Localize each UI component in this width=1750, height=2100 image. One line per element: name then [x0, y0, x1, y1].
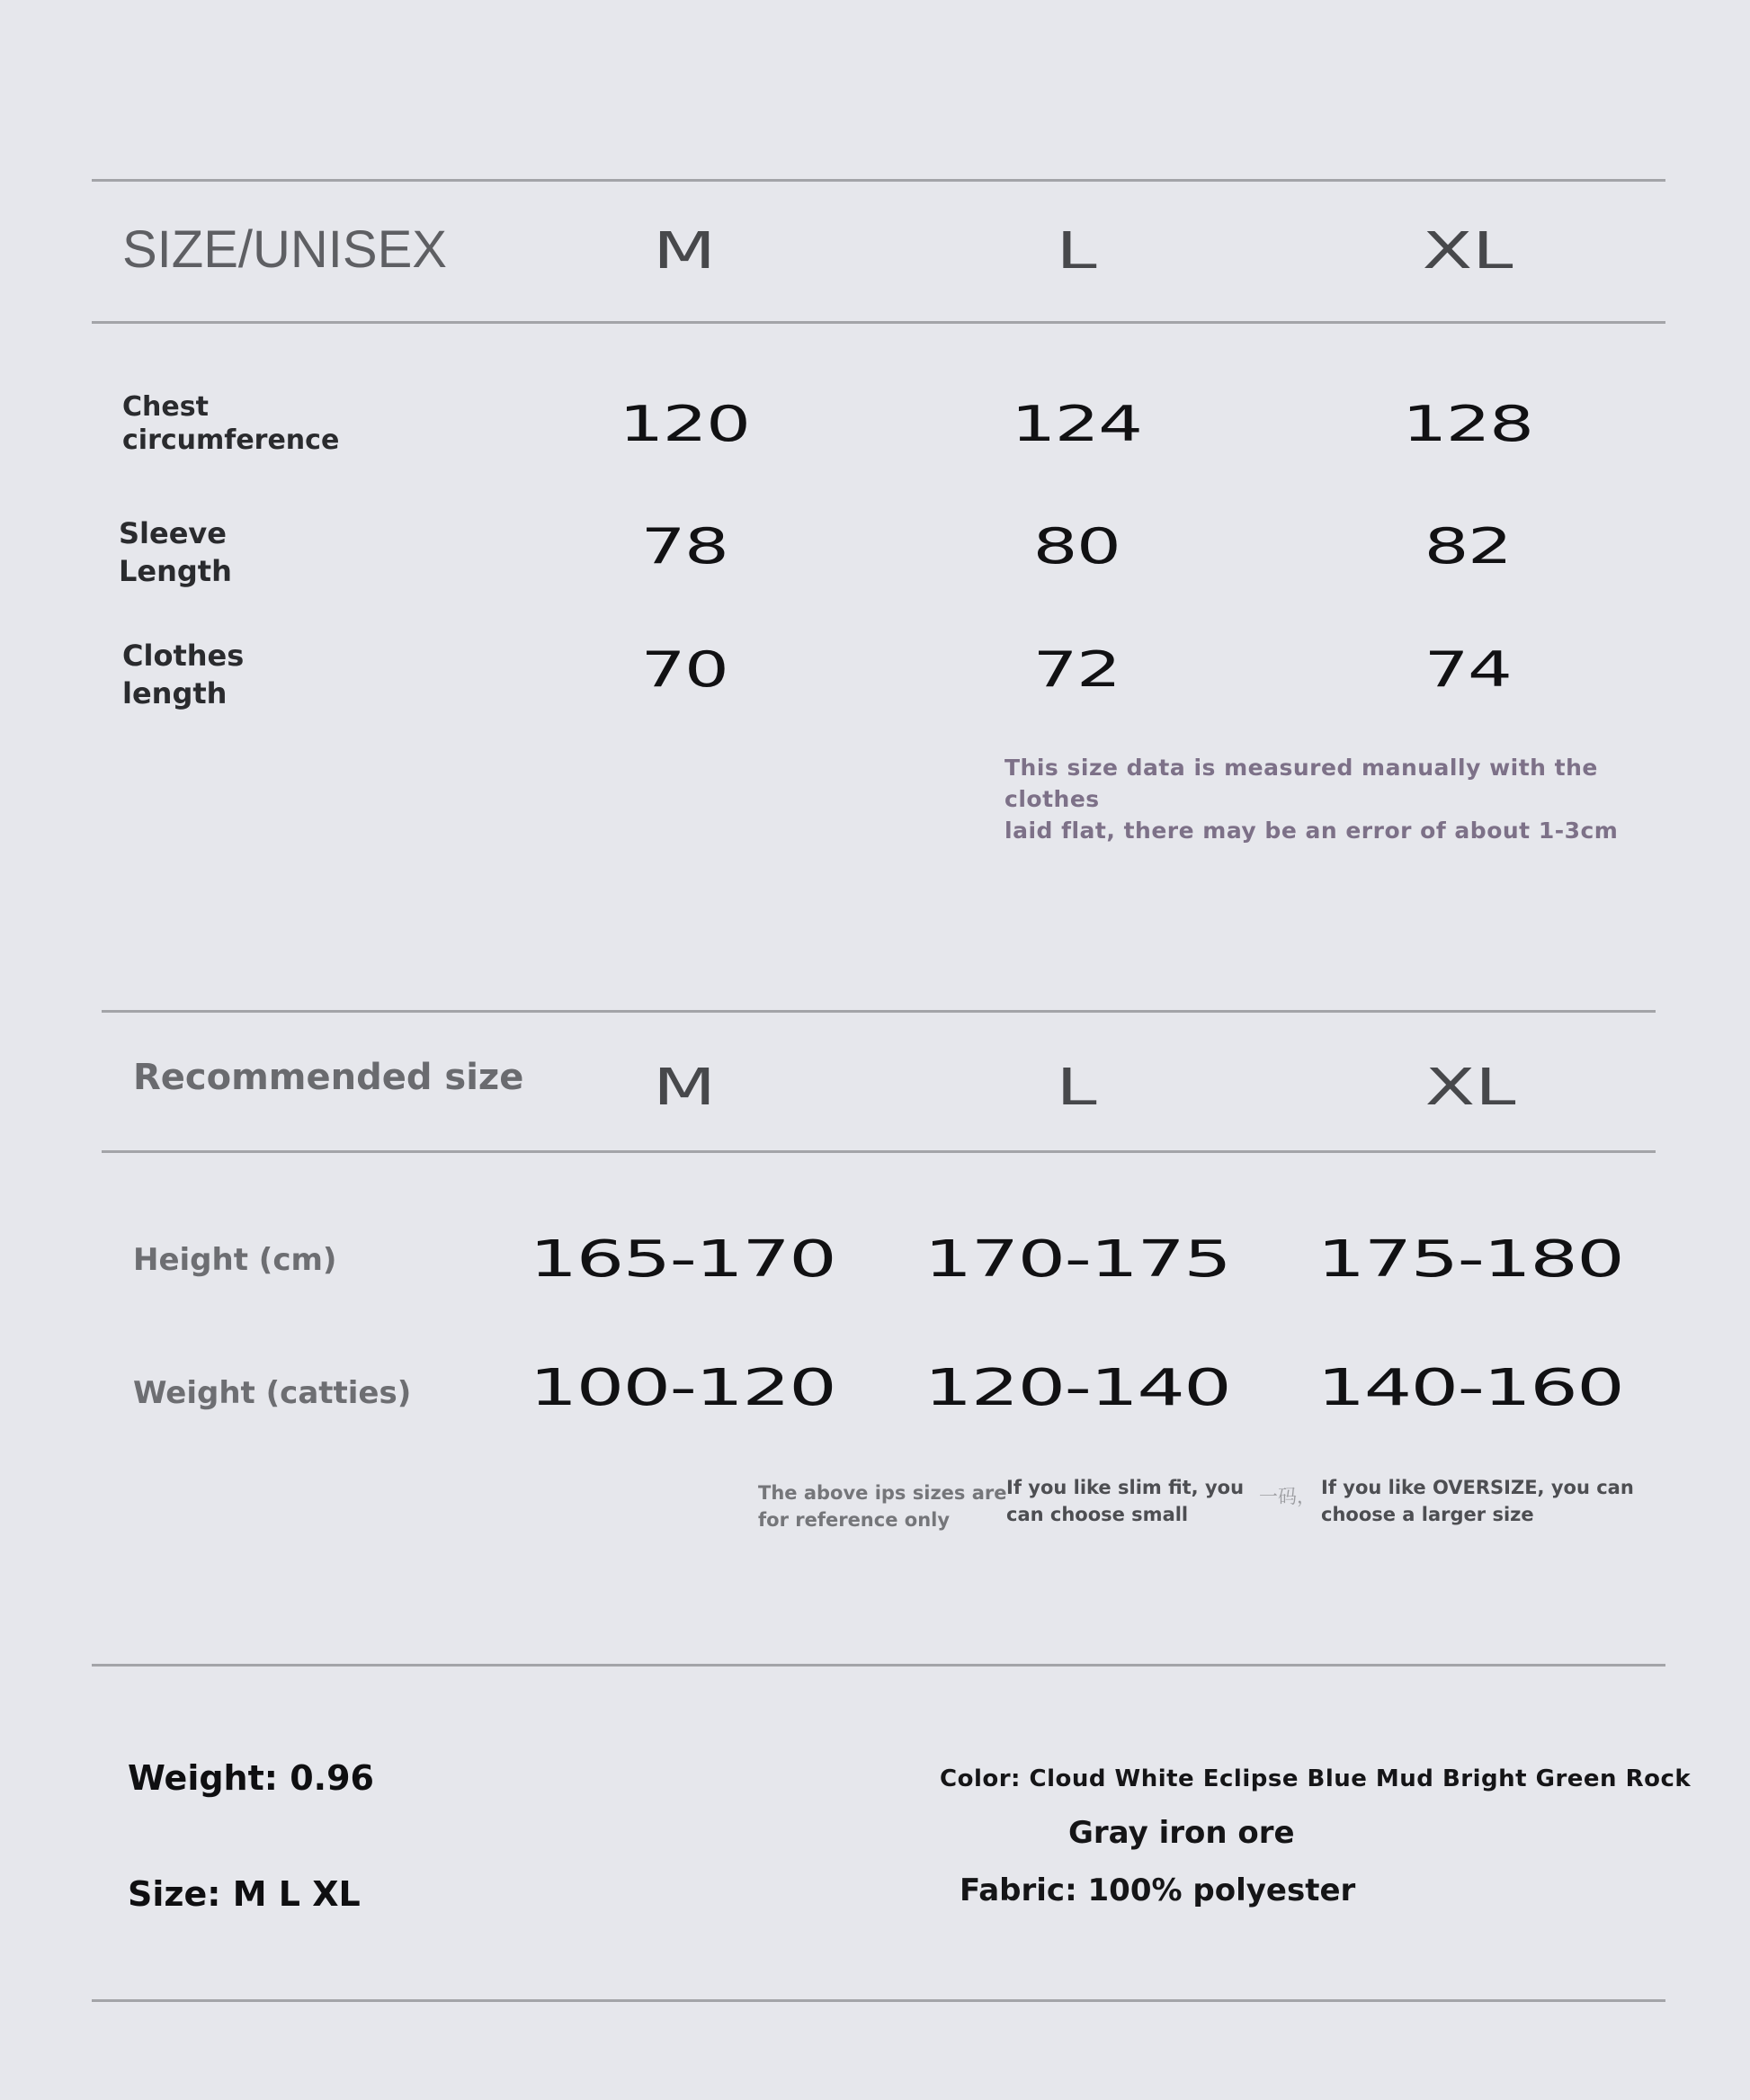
oversize-tip: [1321, 1474, 1634, 1528]
recommended-column-m: M: [652, 1059, 717, 1117]
tip-line: for reference only: [758, 1509, 951, 1531]
slim-fit-tip: [1006, 1474, 1244, 1528]
height-l-range: 170-175: [924, 1230, 1231, 1289]
row-label-line: Clothes: [122, 639, 245, 673]
size-column-m: M: [652, 222, 717, 281]
clothes-m-value: 70: [640, 641, 728, 698]
product-fabric: Fabric: 100% polyester: [960, 1872, 1356, 1908]
divider-top: [92, 179, 1665, 182]
chest-l-value: 124: [1011, 396, 1142, 452]
recommended-column-xl: XL: [1424, 1059, 1516, 1117]
tip-line: If you like OVERSIZE, you can: [1321, 1477, 1634, 1498]
reference-tip: [758, 1479, 1007, 1533]
sleeve-l-value: 80: [1032, 518, 1121, 575]
row-label-sleeve: [119, 514, 232, 590]
divider-recommended-top: [102, 1010, 1656, 1013]
weight-m-range: 100-120: [529, 1359, 836, 1417]
recommended-title: Recommended size: [133, 1057, 524, 1098]
chest-xl-value: 128: [1402, 396, 1533, 452]
product-colors-line2: Gray iron ore: [1068, 1815, 1295, 1851]
clothes-l-value: 72: [1032, 641, 1121, 698]
row-label-line: Sleeve: [119, 516, 227, 550]
row-label-weight: Weight (catties): [133, 1375, 412, 1411]
tip-line: can choose small: [1006, 1504, 1189, 1525]
sleeve-xl-value: 82: [1424, 518, 1512, 575]
product-sizes: Size: M L XL: [128, 1874, 361, 1914]
height-m-range: 165-170: [529, 1230, 836, 1289]
height-xl-range: 175-180: [1317, 1230, 1624, 1289]
recommended-column-l: L: [1056, 1059, 1097, 1117]
row-label-height: Height (cm): [133, 1242, 337, 1278]
note-line: This size data is measured manually with the clothes: [1004, 755, 1598, 812]
note-line: laid flat, there may be an error of about 1-3cm: [1004, 818, 1619, 844]
weight-l-range: 120-140: [924, 1359, 1231, 1417]
divider-size-header: [92, 321, 1665, 324]
row-label-line: Chest: [122, 391, 209, 423]
size-table-title: SIZE/UNISEX: [122, 220, 447, 279]
row-label-line: circumference: [122, 424, 340, 456]
row-label-line: length: [122, 676, 228, 710]
tip-line: If you like slim fit, you: [1006, 1477, 1245, 1498]
product-colors-line1: Color: Cloud White Eclipse Blue Mud Bright Green Rock: [940, 1765, 1692, 1792]
row-label-line: Length: [119, 554, 232, 588]
product-weight: Weight: 0.96: [128, 1758, 374, 1798]
tip-line: The above ips sizes are: [758, 1482, 1007, 1504]
tip-line: choose a larger size: [1321, 1504, 1534, 1525]
divider-bottom: [92, 1999, 1665, 2002]
size-column-l: L: [1056, 222, 1097, 281]
row-label-clothes: [122, 637, 244, 712]
sleeve-m-value: 78: [640, 518, 728, 575]
chest-m-value: 120: [619, 396, 750, 452]
row-label-chest: [122, 390, 339, 457]
weight-xl-range: 140-160: [1317, 1359, 1624, 1417]
divider-recommended-header: [102, 1150, 1656, 1153]
tip-separator: 一码，: [1259, 1486, 1316, 1507]
divider-specs-top: [92, 1664, 1665, 1667]
size-column-xl: XL: [1422, 222, 1513, 281]
clothes-xl-value: 74: [1424, 641, 1512, 698]
measurement-note: [1004, 752, 1688, 846]
